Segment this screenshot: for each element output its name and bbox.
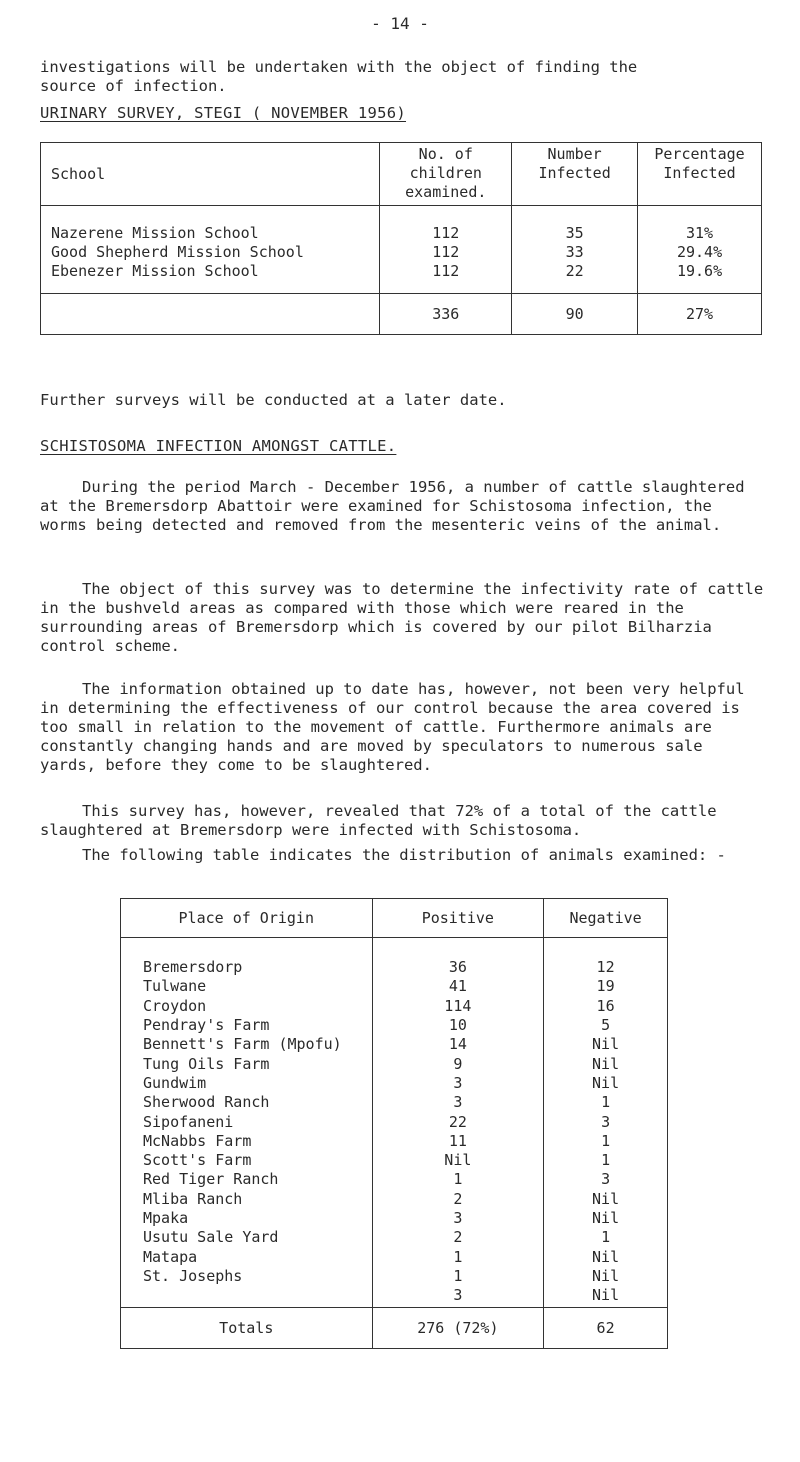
schistosoma-heading: SCHISTOSOMA INFECTION AMONGST CATTLE. [40, 437, 397, 455]
place-of-origin: Red Tiger Ranch [121, 1170, 373, 1189]
infected-percentage: 29.4% [638, 243, 762, 262]
table-row [121, 1190, 668, 1209]
positive-count: 9 [372, 1054, 544, 1073]
place-of-origin: Mliba Ranch [121, 1190, 373, 1209]
table-row [121, 1286, 668, 1308]
negative-count: 5 [544, 1016, 668, 1035]
total-infected: 90 [512, 294, 638, 335]
place-of-origin: Croydon [121, 997, 373, 1016]
positive-count: 1 [372, 1247, 544, 1266]
negative-count: Nil [544, 1190, 668, 1209]
header-infected: Number Infected [512, 143, 638, 206]
positive-count: 114 [372, 997, 544, 1016]
table-row [121, 1170, 668, 1189]
place-of-origin: Sipofaneni [121, 1112, 373, 1131]
place-of-origin: Matapa [121, 1247, 373, 1266]
table-row [121, 1035, 668, 1054]
total-negative: 62 [544, 1308, 668, 1349]
positive-count: 2 [372, 1228, 544, 1247]
paragraph-information: The information obtained up to date has, however, not been very helpful in determining the effectiveness of our control because the area covered is too small in relation to the movement of cattle. Furthermore animals are constantly changing hands and are moved by speculators to numerous sale yards, before they come to be slaughtered. [40, 680, 745, 774]
school-table-totals [41, 294, 762, 335]
paragraph-period: During the period March - December 1956, a number of cattle slaughtered at the Bremersdorp Abattoir were examined for Schistosoma infection, the worms being detected and removed from the mesenteric veins of the animal. [40, 478, 745, 534]
place-of-origin [121, 1286, 373, 1308]
place-of-origin: McNabbs Farm [121, 1132, 373, 1151]
table-row [121, 1228, 668, 1247]
positive-count: 41 [372, 977, 544, 996]
cattle-table-header [121, 899, 668, 938]
positive-count: 22 [372, 1112, 544, 1131]
table-row [121, 1151, 668, 1170]
header-positive: Positive [372, 899, 544, 938]
table-row [121, 1267, 668, 1286]
negative-count: Nil [544, 1035, 668, 1054]
place-of-origin: Gundwim [121, 1074, 373, 1093]
positive-count: 3 [372, 1093, 544, 1112]
paragraph-object: The object of this survey was to determine the infectivity rate of cattle in the bushveld areas as compared with those which were reared in the surrounding areas of Bremersdorp which is covered by our pilot Bilharzia control scheme. [40, 580, 764, 655]
positive-count: 2 [372, 1190, 544, 1209]
paragraph-revealed: This survey has, however, revealed that 72% of a total of the cattle slaughtered at Bremersdorp were infected with Schistosoma. [40, 802, 717, 839]
totals-blank [41, 294, 380, 335]
examined-count: 112 [380, 262, 512, 294]
urinary-survey-heading: URINARY SURVEY, STEGI ( NOVEMBER 1956) [40, 104, 407, 122]
positive-count: 3 [372, 1074, 544, 1093]
table-row [121, 1132, 668, 1151]
place-of-origin: Pendray's Farm [121, 1016, 373, 1035]
place-of-origin: Tung Oils Farm [121, 1054, 373, 1073]
infected-count: 35 [512, 206, 638, 244]
positive-count: Nil [372, 1151, 544, 1170]
infected-count: 33 [512, 243, 638, 262]
place-of-origin: Usutu Sale Yard [121, 1228, 373, 1247]
header-examined: No. of children examined. [380, 143, 512, 206]
total-examined: 336 [380, 294, 512, 335]
cattle-table [120, 898, 668, 1349]
infected-percentage: 31% [638, 206, 762, 244]
table-row [121, 938, 668, 978]
total-positive: 276 (72%) [372, 1308, 544, 1349]
header-percentage: Percentage Infected [638, 143, 762, 206]
negative-count: 1 [544, 1132, 668, 1151]
positive-count: 36 [372, 938, 544, 978]
negative-count: 1 [544, 1228, 668, 1247]
negative-count: 19 [544, 977, 668, 996]
header-negative: Negative [544, 899, 668, 938]
table-row [121, 1016, 668, 1035]
table-row [121, 1054, 668, 1073]
school-name: Good Shepherd Mission School [41, 243, 380, 262]
negative-count: Nil [544, 1074, 668, 1093]
positive-count: 1 [372, 1170, 544, 1189]
school-name: Ebenezer Mission School [41, 262, 380, 294]
table-row [121, 1074, 668, 1093]
table-row [121, 997, 668, 1016]
positive-count: 14 [372, 1035, 544, 1054]
positive-count: 11 [372, 1132, 544, 1151]
intro-text: investigations will be undertaken with the object of finding the source of infection. [40, 58, 638, 95]
positive-count: 1 [372, 1267, 544, 1286]
negative-count: 12 [544, 938, 668, 978]
negative-count: 16 [544, 997, 668, 1016]
place-of-origin: Mpaka [121, 1209, 373, 1228]
table-row [121, 1209, 668, 1228]
place-of-origin: Sherwood Ranch [121, 1093, 373, 1112]
page-number: - 14 - [371, 14, 429, 33]
examined-count: 112 [380, 243, 512, 262]
negative-count: 3 [544, 1170, 668, 1189]
cattle-table-totals [121, 1308, 668, 1349]
further-surveys-text: Further surveys will be conducted at a later date. [40, 391, 507, 409]
table-row [41, 262, 762, 294]
header-place: Place of Origin [121, 899, 373, 938]
place-of-origin: Tulwane [121, 977, 373, 996]
negative-count: Nil [544, 1267, 668, 1286]
negative-count: Nil [544, 1054, 668, 1073]
place-of-origin: Bennett's Farm (Mpofu) [121, 1035, 373, 1054]
school-table [40, 142, 762, 335]
totals-label: Totals [121, 1308, 373, 1349]
positive-count: 3 [372, 1286, 544, 1308]
header-school: School [41, 143, 380, 206]
table-row [121, 1247, 668, 1266]
positive-count: 3 [372, 1209, 544, 1228]
positive-count: 10 [372, 1016, 544, 1035]
paragraph-following: The following table indicates the distribution of animals examined: - [82, 846, 726, 864]
school-table-header [41, 143, 762, 206]
negative-count: Nil [544, 1286, 668, 1308]
school-name: Nazerene Mission School [41, 206, 380, 244]
negative-count: 1 [544, 1151, 668, 1170]
negative-count: 3 [544, 1112, 668, 1131]
examined-count: 112 [380, 206, 512, 244]
infected-percentage: 19.6% [638, 262, 762, 294]
place-of-origin: Bremersdorp [121, 938, 373, 978]
place-of-origin: Scott's Farm [121, 1151, 373, 1170]
total-percentage: 27% [638, 294, 762, 335]
negative-count: Nil [544, 1209, 668, 1228]
infected-count: 22 [512, 262, 638, 294]
place-of-origin: St. Josephs [121, 1267, 373, 1286]
table-row [121, 977, 668, 996]
negative-count: 1 [544, 1093, 668, 1112]
table-row [121, 1112, 668, 1131]
table-row [121, 1093, 668, 1112]
negative-count: Nil [544, 1247, 668, 1266]
table-row [41, 243, 762, 262]
table-row [41, 206, 762, 244]
